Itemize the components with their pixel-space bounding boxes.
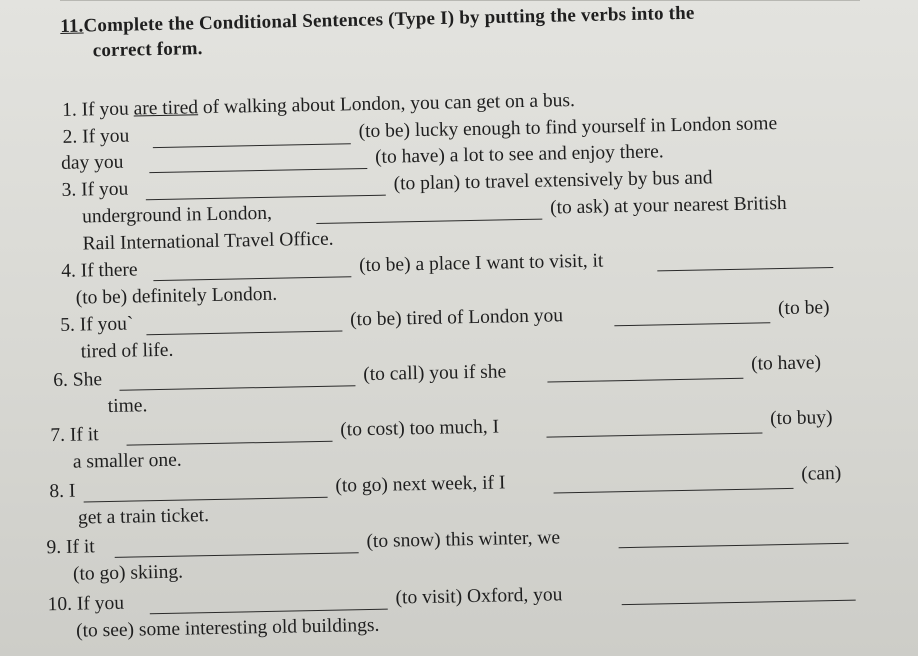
item-5-verb: (to be) <box>777 297 830 320</box>
item-8-line-1: 8. I <box>49 480 76 503</box>
item-1: 1. If you are tired of walking about London, you can get on a bus. <box>61 89 576 121</box>
answer-blank[interactable] <box>619 543 849 548</box>
item-6-line-1: 6. She <box>53 369 103 392</box>
item-7-verb: (to buy) <box>769 407 833 430</box>
item-3-text: (to plan) to travel extensively by bus and <box>393 167 713 195</box>
answer-blank[interactable] <box>115 552 359 558</box>
item-3-line-1: 3. If you <box>61 178 129 201</box>
item-5-line-2: tired of life. <box>80 339 174 363</box>
title-line-2: correct form. <box>92 38 203 62</box>
answer-blank[interactable] <box>614 322 770 326</box>
item-10-line-1: 10. If you <box>47 592 125 616</box>
answer-blank[interactable] <box>146 330 342 335</box>
answer-blank[interactable] <box>316 219 542 224</box>
item-6-line-2: time. <box>107 395 148 418</box>
answer-blank[interactable] <box>84 497 328 503</box>
item-7-line-1: 7. If it <box>50 424 99 447</box>
answer-blank[interactable] <box>146 195 386 201</box>
exercise-title <box>60 0 881 63</box>
answer-blank[interactable] <box>153 143 351 148</box>
answer-blank[interactable] <box>546 432 762 437</box>
example-answer: are tired <box>133 97 199 120</box>
item-5-text: (to be) tired of London you <box>350 305 564 331</box>
item-6-text: (to call) you if she <box>363 361 507 386</box>
answer-blank[interactable] <box>547 378 743 383</box>
item-3-text-2: (to ask) at your nearest British <box>549 192 787 219</box>
item-2-line-2: day you <box>60 151 124 174</box>
item-8-line-2: get a train ticket. <box>77 505 210 529</box>
item-7-line-2: a smaller one. <box>72 449 182 473</box>
item-4-line-2: (to be) definitely London. <box>75 283 278 309</box>
item-2-line-1: 2. If you <box>62 125 130 148</box>
item-8-text: (to go) next week, if I <box>335 472 506 497</box>
answer-blank[interactable] <box>622 600 856 605</box>
item-2-text-2: (to have) a lot to see and enjoy there. <box>374 141 664 168</box>
item-4-text: (to be) a place I want to visit, it <box>358 250 604 277</box>
answer-blank[interactable] <box>127 441 333 446</box>
item-7-text: (to cost) too much, I <box>340 416 500 441</box>
item-4-line-1: 4. If there <box>61 259 138 282</box>
item-9-text: (to snow) this winter, we <box>366 527 561 553</box>
item-5-line-1: 5. If you` <box>60 313 134 336</box>
answer-blank[interactable] <box>554 488 794 494</box>
item-3-line-2: underground in London, <box>81 202 273 228</box>
answer-blank[interactable] <box>149 168 367 173</box>
answer-blank[interactable] <box>120 385 356 391</box>
answer-blank[interactable] <box>657 267 833 271</box>
item-10-line-2: (to see) some interesting old buildings. <box>75 614 380 642</box>
item-10-text: (to visit) Oxford, you <box>395 584 563 609</box>
title-line-1: Complete the Conditional Sentences (Type I) by putting the verbs into the <box>83 2 695 37</box>
exercise-number: 11. <box>60 15 84 37</box>
item-9-line-2: (to go) skiing. <box>72 561 184 585</box>
item-9-line-1: 9. If it <box>46 536 95 559</box>
item-3-line-3: Rail International Travel Office. <box>82 228 334 255</box>
answer-blank[interactable] <box>153 276 351 281</box>
item-6-verb: (to have) <box>750 352 822 375</box>
item-2-text: (to be) lucky enough to find yourself in London some <box>358 113 778 143</box>
item-8-verb: (can) <box>801 462 842 485</box>
